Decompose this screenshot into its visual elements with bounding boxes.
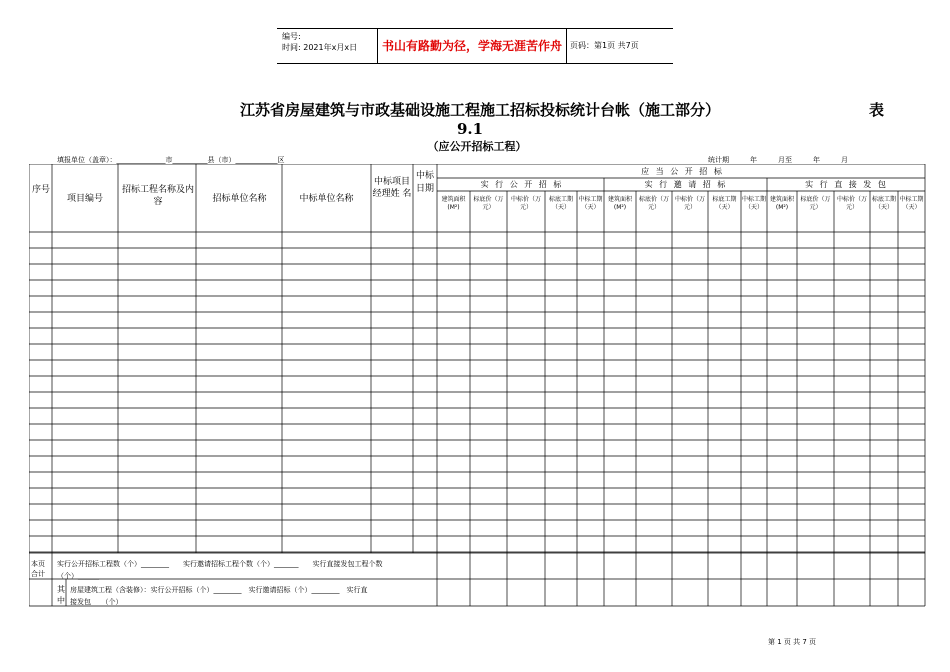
subcol-base-period-3: 标底工期（天） — [871, 196, 896, 211]
group-direct-contract: 实 行 直 接 发 包 — [805, 180, 888, 189]
header-info — [277, 29, 377, 63]
group-public-tender: 实 行 公 开 招 标 — [480, 180, 564, 189]
subcol-win-price-2: 中标价（万元） — [674, 196, 705, 211]
summary-line-1b: （个）______ — [57, 572, 99, 580]
stat-period-line: 统计期 年 月至 年 月 — [708, 156, 848, 164]
table-number: 9.1 — [456, 120, 484, 138]
subcol-win-period-2: 中标工期（天） — [742, 196, 767, 211]
subcol-area-2: 建筑面积(M²) — [607, 196, 632, 211]
subcol-win-period-1: 中标工期（天） — [578, 196, 603, 211]
col-project-name: 招标工程名称及内容 — [121, 185, 194, 207]
subcol-win-period-3: 中标工期（天） — [899, 196, 924, 211]
ledger-table-grid — [29, 164, 927, 607]
col-win-date: 中标日期 — [416, 171, 435, 194]
page-total-label: 本页合计 — [31, 560, 45, 578]
subcol-area-1: 建筑面积(M²) — [441, 196, 466, 211]
subcol-base-price-3: 标底价（万元） — [800, 196, 831, 211]
document-title-tail: 表 — [869, 101, 885, 119]
col-should-public: 应 当 公 开 招 标 — [641, 167, 724, 176]
doc-number-label: 编号: — [282, 32, 301, 41]
subcol-win-price-1: 中标价（万元） — [510, 196, 541, 211]
col-project-no: 项目编号 — [66, 194, 103, 204]
document-subtitle: （应公开招标工程） — [427, 140, 527, 153]
col-winner: 中标单位名称 — [299, 194, 354, 204]
subcol-area-3: 建筑面积(M²) — [769, 196, 794, 211]
summary-line-2b: 接发包 （个） — [70, 598, 123, 606]
subcol-base-price-2: 标底价（万元） — [638, 196, 669, 211]
subcol-win-price-3: 中标价（万元） — [836, 196, 867, 211]
subcol-base-period-2: 标底工期（天） — [712, 196, 737, 211]
document-title: 江苏省房屋建筑与市政基础设施工程施工招标投标统计台帐（施工部分） — [240, 101, 721, 119]
header-slogan: 书山有路勤为径，学海无涯苦作舟 — [377, 29, 567, 63]
subcol-base-price-1: 标底价（万元） — [473, 196, 504, 211]
doc-time-label: 时间: 2021年x月x日 — [282, 43, 358, 52]
col-seq: 序号 — [31, 185, 50, 195]
summary-line-1: 实行公开招标工程数（个）________ 实行邀请招标工程个数（个）_______ 实行直接发包工程个数 — [57, 560, 383, 568]
summary-line-2: 房屋建筑工程（含装修）：实行公开招标（个）________ 实行邀请招标（个）________ 实行直 — [70, 586, 368, 594]
which-label: 其中 — [57, 585, 65, 605]
col-project-manager: 中标项目经理姓 名 — [372, 177, 412, 199]
header-page-number: 页码：第1页 共7页 — [570, 41, 639, 50]
group-invite-tender: 实 行 邀 请 招 标 — [644, 180, 728, 189]
fill-unit-line: 填报单位（盖章）：______________市__________县（市）____________区 — [57, 156, 285, 164]
subcol-base-period-1: 标底工期（天） — [548, 196, 573, 211]
page-header — [277, 28, 673, 64]
footer-page-number: 第 1 页 共 7 页 — [768, 638, 817, 646]
col-tenderer: 招标单位名称 — [212, 194, 267, 204]
